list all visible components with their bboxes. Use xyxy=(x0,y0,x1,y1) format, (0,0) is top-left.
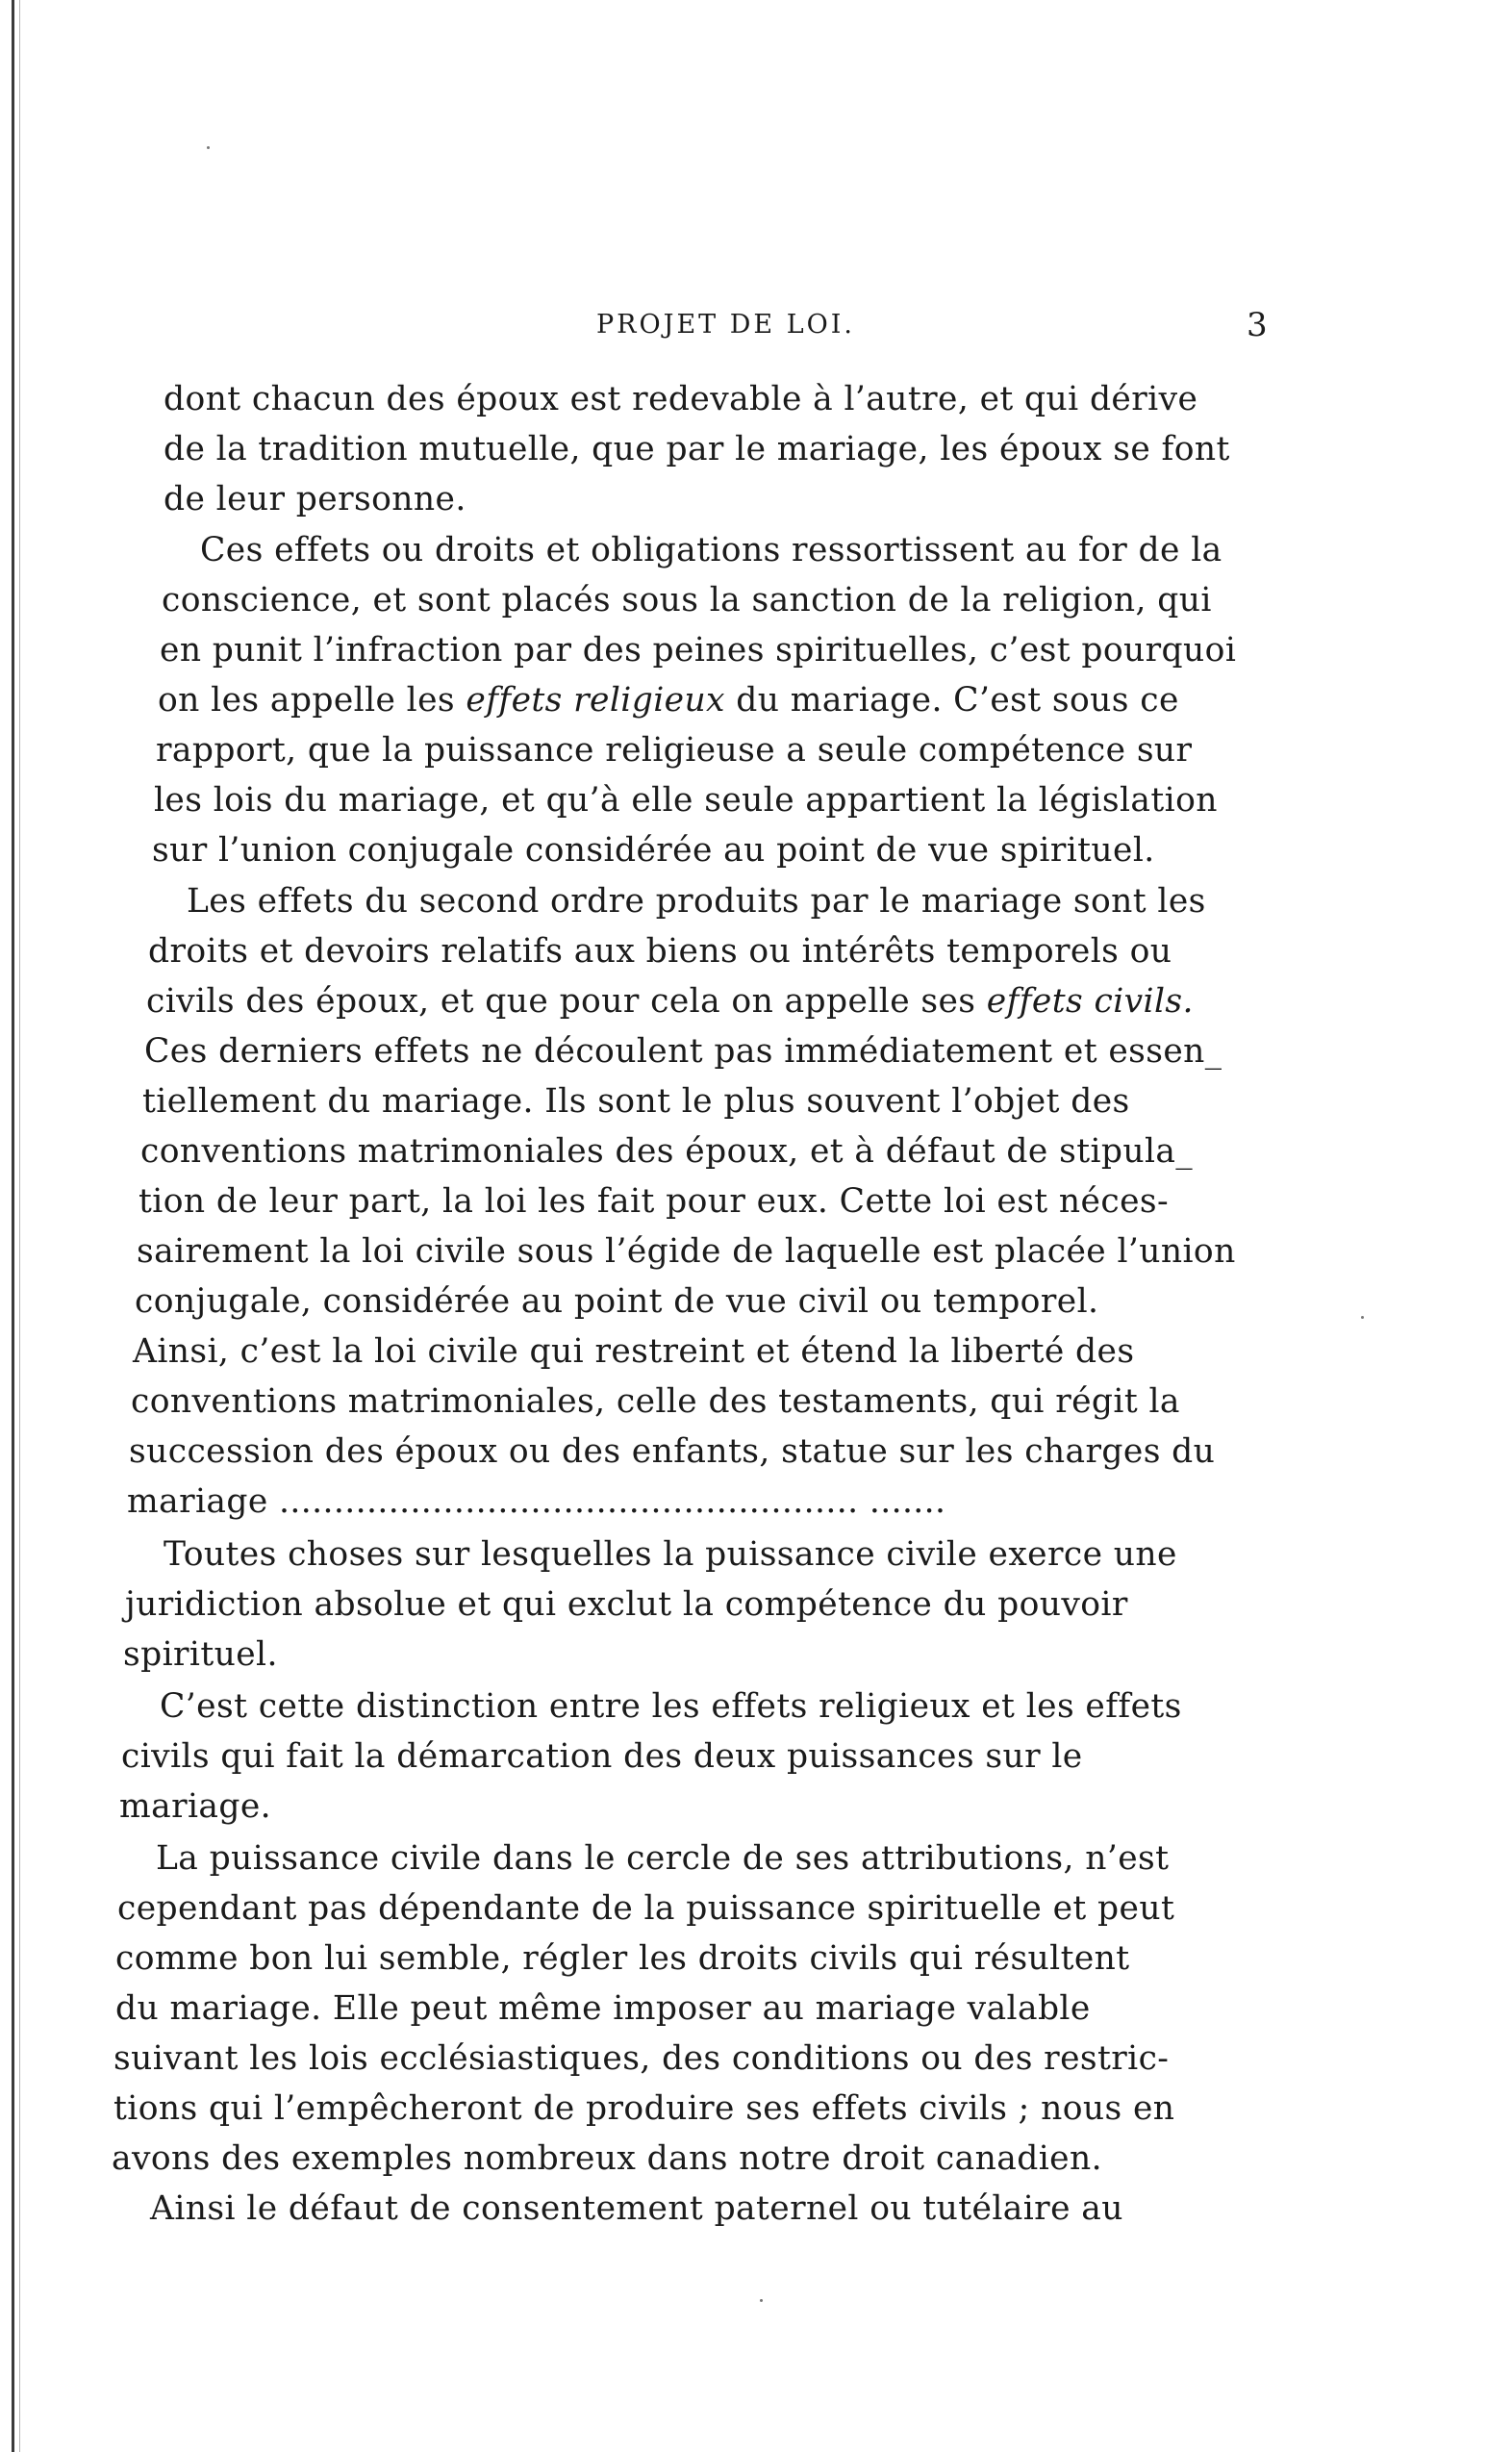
text-line: tiellement du mariage. Ils sont le plus souvent l’objet des xyxy=(142,1082,1130,1121)
text-line: tions qui l’empêcheront de produire ses effets civils ; nous en xyxy=(113,2089,1175,2128)
text-line: civils qui fait la démarcation des deux puissances sur le xyxy=(121,1737,1083,1776)
text-line: on les appelle les effets religieux du mariage. C’est sous ce xyxy=(158,681,1179,720)
text-line: cependant pas dépendante de la puissance spirituelle et peut xyxy=(117,1889,1175,1928)
text-line: Ainsi le défaut de consentement paternel ou tutélaire au xyxy=(150,2189,1123,2228)
text-line: de la tradition mutuelle, que par le mariage, les époux se font xyxy=(164,430,1230,468)
text-line: C’est cette distinction entre les effets religieux et les effets xyxy=(160,1687,1182,1726)
text-line: La puissance civile dans le cercle de ses attributions, n’est xyxy=(156,1839,1170,1878)
text-line: spirituel. xyxy=(123,1635,278,1674)
text-line: du mariage. Elle peut même imposer au mariage valable xyxy=(115,1989,1091,2028)
text-line: tion de leur part, la loi les fait pour eux. Cette loi est néces- xyxy=(139,1182,1170,1221)
paper-speck xyxy=(207,146,210,149)
text-line: succession des époux ou des enfants, statue sur les charges du xyxy=(129,1432,1216,1471)
text-line: comme bon lui semble, régler les droits civils qui résultent xyxy=(115,1939,1130,1978)
binding-edge-shadow xyxy=(19,0,20,2452)
paper-speck xyxy=(1361,1316,1364,1319)
text-line: Ces effets ou droits et obligations ressortissent au for de la xyxy=(200,531,1222,569)
text-line: dont chacun des époux est redevable à l’autre, et qui dérive xyxy=(164,380,1198,418)
text-line: conventions matrimoniales des époux, et à défaut de stipula_ xyxy=(140,1132,1194,1171)
text-line: en punit l’infraction par des peines spirituelles, c’est pourquoi xyxy=(160,631,1237,670)
text-line: Toutes choses sur lesquelles la puissance civile exerce une xyxy=(164,1535,1177,1574)
italic-term: effets civils. xyxy=(986,982,1194,1021)
binding-edge xyxy=(12,0,14,2452)
text-line: conscience, et sont placés sous la sanction de la religion, qui xyxy=(162,581,1212,619)
paper-speck xyxy=(760,2299,763,2302)
text-line: mariage ..................................................... ....... xyxy=(127,1482,946,1521)
text-line: conjugale, considérée au point de vue civil ou temporel. xyxy=(135,1282,1099,1321)
text-line: de leur personne. xyxy=(164,480,466,518)
italic-term: effets religieux xyxy=(466,681,725,720)
text-line: suivant les lois ecclésiastiques, des conditions ou des restric- xyxy=(113,2039,1170,2078)
text-line: les lois du mariage, et qu’à elle seule appartient la législation xyxy=(154,781,1218,820)
text-line: rapport, que la puissance religieuse a seule compétence sur xyxy=(156,731,1193,770)
text-line: avons des exemples nombreux dans notre droit canadien. xyxy=(112,2139,1102,2178)
text-line: juridiction absolue et qui exclut la compétence du pouvoir xyxy=(125,1585,1128,1624)
text-line: droits et devoirs relatifs aux biens ou intérêts temporels ou xyxy=(148,932,1172,971)
text-line: conventions matrimoniales, celle des testaments, qui régit la xyxy=(131,1382,1180,1421)
running-head: PROJET DE LOI. xyxy=(596,310,856,340)
text-line: mariage. xyxy=(119,1787,272,1826)
text-line: Les effets du second ordre produits par le mariage sont les xyxy=(187,882,1206,921)
text-line: sur l’union conjugale considérée au point de vue spirituel. xyxy=(152,831,1155,870)
page-number: 3 xyxy=(1247,306,1268,344)
text-line: Ces derniers effets ne découlent pas immédiatement et essen_ xyxy=(144,1032,1222,1071)
text-line: civils des époux, et que pour cela on appelle ses effets civils. xyxy=(146,982,1194,1021)
text-line: sairement la loi civile sous l’égide de laquelle est placée l’union xyxy=(137,1232,1236,1271)
text-line: Ainsi, c’est la loi civile qui restreint et étend la liberté des xyxy=(133,1332,1135,1371)
